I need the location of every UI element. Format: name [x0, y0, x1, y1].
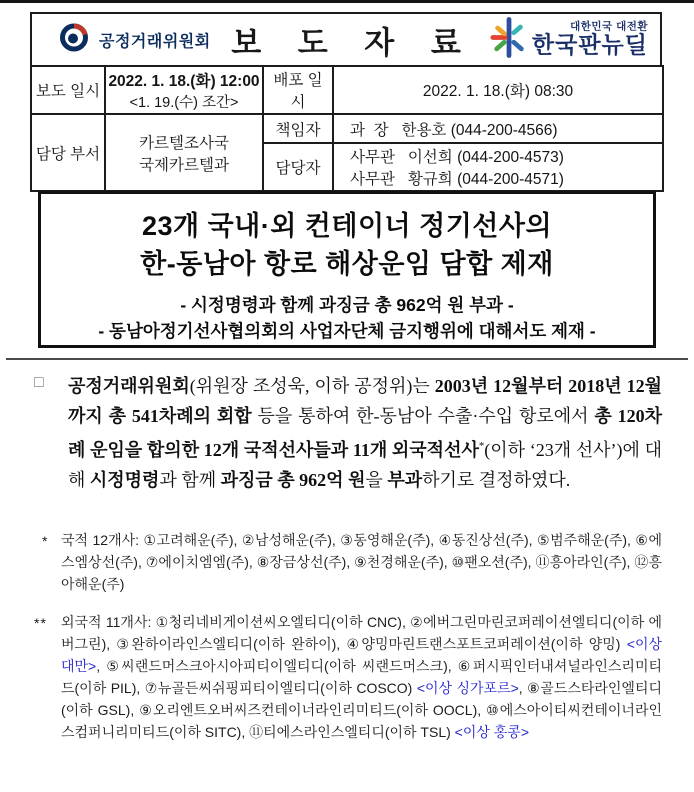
distribute-datetime-value: 2022. 1. 18.(화) 08:30 — [333, 66, 663, 114]
body-paragraph — [34, 371, 662, 495]
info-table — [30, 65, 664, 192]
headline-line-2: 한-동남아 항로 해상운임 담합 제재 — [140, 249, 554, 279]
department-line-1: 카르텔조사국 — [139, 134, 229, 152]
department-label: 담당 부서 — [31, 114, 105, 191]
section-divider — [6, 358, 688, 360]
distribute-datetime-label: 배포 일시 — [263, 66, 333, 114]
newdeal-wordmark — [532, 22, 648, 57]
release-datetime-value: 2022. 1. 18.(화) 12:00 — [108, 72, 260, 90]
footnote-text-2: 외국적 11개사: ①청리네비게이션씨오엘티디(이하 CNC), ②에버그린마린코퍼레이션엘티디(이하 에버그린), ③완하이라인스엘티디(이하 완하이), ④양밍마린트랜스포트코퍼레이션(이하 양밍) <이상 대만>, ⑤씨랜드머스크아시아피티이엘티디(이하 씨랜드머스크), ⑥퍼시픽인터내셔널라인스리미티드(이하 PIL), ⑦뉴골든씨쉬핑피티이엘티디(이하 COSCO) <이상 싱가포르>, ⑧골드스타라인엘티디(이하 GSL), ⑨오리엔트오버씨즈컨테이너라인리미티드(이하 OOCL), ⑩에스아이티씨컨테이너라인스컴퍼니리미티드(이하 SITC), ⑪티에스라인스엘티디(이하 TSL) <이상 홍콩> — [61, 614, 663, 740]
headline-box — [38, 191, 656, 348]
newdeal-asterisk-icon — [490, 16, 528, 63]
footnote-marker-2: ** — [34, 615, 47, 631]
staff-label: 담당자 — [263, 143, 333, 191]
subhead-line-2: - 동남아정기선사협의회의 사업자단체 금지행위에 대해서도 제재 - — [98, 321, 596, 341]
footnote-marker-1: * — [42, 533, 49, 549]
staff-value — [333, 143, 663, 191]
release-datetime-sub: <1. 19.(수) 조간> — [129, 94, 239, 111]
header-box — [30, 12, 662, 67]
square-bullet-icon: □ — [34, 374, 44, 391]
responsible-value: 과 장 한용호 (044-200-4566) — [333, 114, 663, 143]
release-datetime-label: 보도 일시 — [31, 66, 105, 114]
body-paragraph-text: 공정거래위원회(위원장 조성욱, 이하 공정위)는 2003년 12월부터 2018년 12월까지 총 541차례의 회합 등을 통하여 한-동남아 수출·수입 항로에서 총 120차례 운임을 합의한 12개 국적선사들과 11개 외국적선사*(이하 ‘23개 선사’)에 대해 시정명령과 함께 과징금 총 962억 원을 부과하기로 결정하였다. — [68, 376, 663, 490]
footnote-text-1: 국적 12개사: ①고려해운(주), ②남성해운(주), ③동영해운(주), ④동진상선(주), ⑤범주해운(주), ⑥에스엠상선(주), ⑦에이치엠엠(주), ⑧장금상선(주), ⑨천경해운(주), ⑩팬오션(주), ⑪흥아라인(주), ⑫흥아해운(주) — [61, 532, 662, 592]
agency-name: 공정거래위원회 — [99, 33, 211, 50]
subhead-wrap — [41, 292, 653, 344]
newdeal-logo — [490, 16, 648, 63]
kftc-logo — [58, 21, 211, 58]
headline-line-1: 23개 국내·외 컨테이너 정기선사의 — [141, 211, 553, 241]
staff-line-2: 사무관 황규희 (044-200-4571) — [350, 171, 564, 188]
footnote-foreign-carriers — [34, 611, 662, 743]
responsible-label: 책임자 — [263, 114, 333, 143]
newdeal-brand: 한국판뉴딜 — [531, 31, 648, 58]
department-line-2: 국제카르텔과 — [139, 156, 229, 174]
department-value — [105, 114, 263, 191]
press-release-title: 보 도 자 료 — [231, 25, 475, 60]
footnote-domestic-carriers — [34, 529, 662, 595]
kftc-emblem-icon — [58, 21, 90, 58]
staff-line-1: 사무관 이선희 (044-200-4573) — [350, 149, 564, 166]
top-rule — [0, 0, 694, 3]
subhead-line-1: - 시정명령과 함께 과징금 총 962억 원 부과 - — [180, 295, 514, 315]
newdeal-slogan: 대한민국 대전환 — [570, 20, 648, 33]
